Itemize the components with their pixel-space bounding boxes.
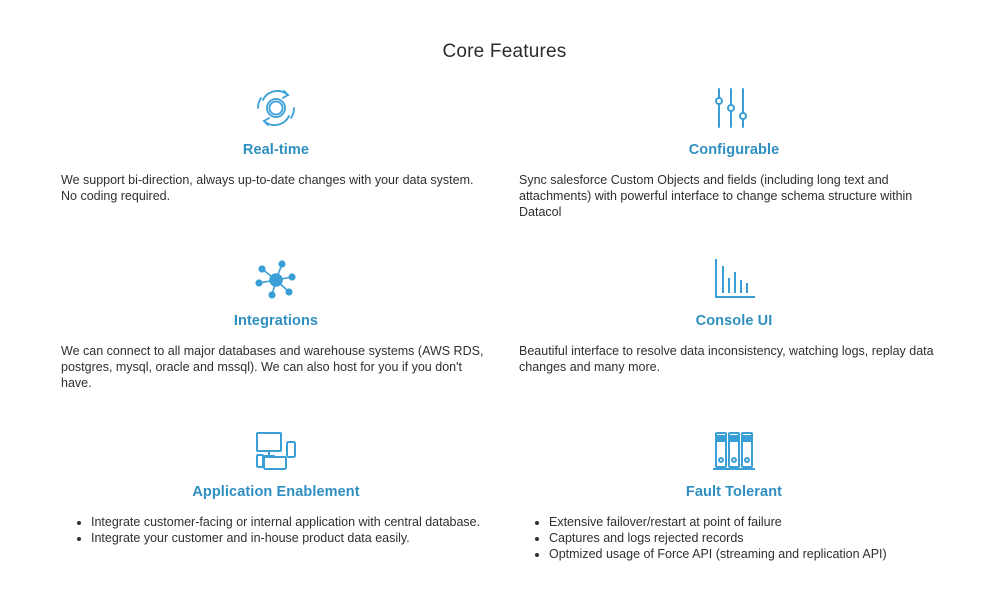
list-item: • Extensive failover/restart at point of failure bbox=[549, 514, 949, 530]
feature-title: Application Enablement bbox=[192, 484, 360, 500]
feature-description: Beautiful interface to resolve data inconsistency, watching logs, replay data changes and many more. bbox=[519, 344, 934, 374]
sync-circle-icon bbox=[254, 86, 298, 130]
feature-description: We can connect to all major databases and warehouse systems (AWS RDS, postgres, mysql, oracle and mssql). We can also host for you if you don't have. bbox=[61, 344, 484, 390]
feature-console-ui bbox=[519, 257, 949, 397]
feature-real-time bbox=[61, 86, 491, 216]
network-hub-icon bbox=[254, 257, 298, 301]
list-item: • Optmized usage of Force API (streaming and replication API) bbox=[549, 546, 949, 562]
binders-icon bbox=[712, 428, 756, 472]
feature-bullet-list bbox=[61, 514, 491, 546]
list-item: • Integrate your customer and in-house product data easily. bbox=[91, 530, 491, 546]
feature-integrations bbox=[61, 257, 491, 397]
feature-title: Real-time bbox=[242, 142, 310, 158]
bar-chart-icon bbox=[712, 257, 756, 301]
feature-application-enablement bbox=[61, 428, 491, 568]
list-item: • Captures and logs rejected records bbox=[549, 530, 949, 546]
devices-icon bbox=[254, 428, 298, 472]
feature-configurable bbox=[519, 86, 949, 226]
feature-title: Integrations bbox=[233, 313, 319, 329]
feature-title: Configurable bbox=[688, 142, 780, 158]
page-title: Core Features bbox=[442, 41, 567, 62]
feature-description: We support bi-direction, always up-to-date changes with your data system. No coding required. bbox=[61, 173, 474, 203]
feature-fault-tolerant bbox=[519, 428, 949, 568]
feature-description: Sync salesforce Custom Objects and fields (including long text and attachments) with powerful interface to change schema structure within Datacol bbox=[519, 173, 913, 219]
list-item: • Integrate customer-facing or internal application with central database. bbox=[91, 514, 491, 530]
sliders-icon bbox=[712, 86, 756, 130]
feature-bullet-list bbox=[519, 514, 949, 562]
feature-title: Console UI bbox=[695, 313, 773, 329]
feature-title: Fault Tolerant bbox=[685, 484, 783, 500]
